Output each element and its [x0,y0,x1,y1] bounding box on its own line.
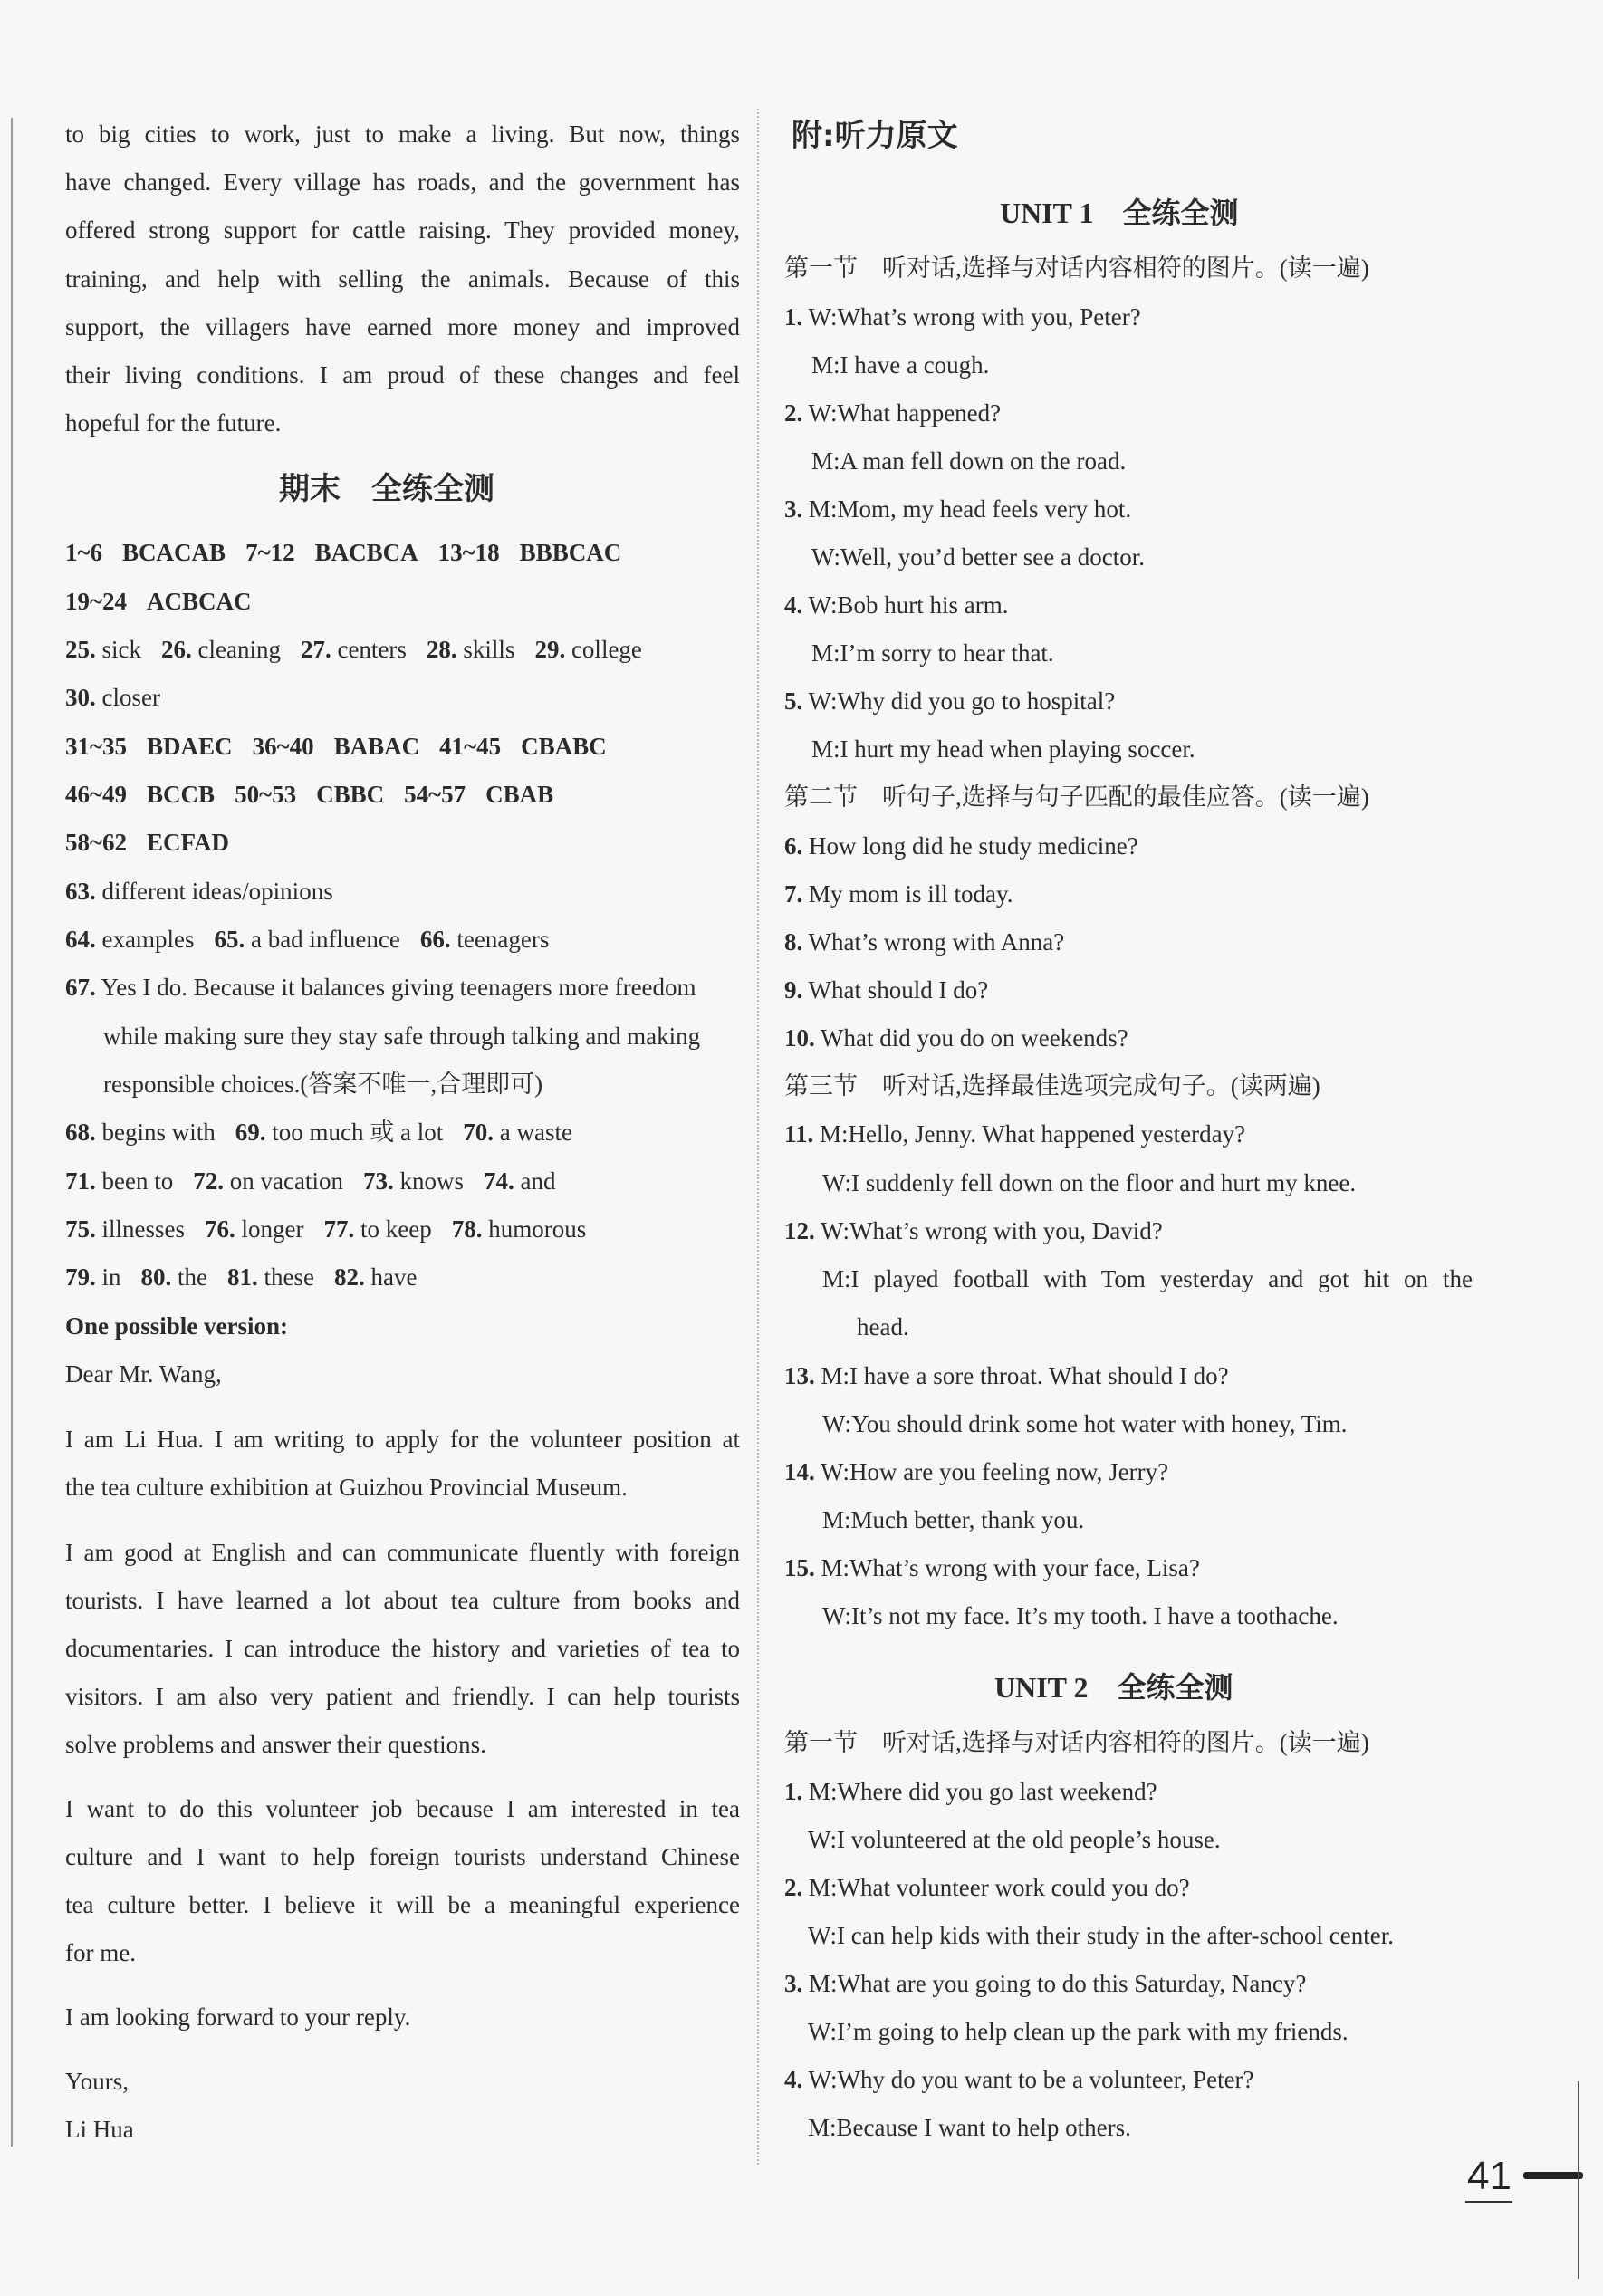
answer-row: 31~35 BDAEC 36~40 BABAC 41~45 CBABC [65,733,607,760]
dialogue-line: 3. M:Mom, my head feels very hot. [784,495,1132,523]
answer-row: 67. Yes I do. Because it balances giving teenagers more freedom [65,974,696,1001]
dialogue-line: W:Well, you’d better see a doctor. [811,543,1145,571]
dialogue-line: W:It’s not my face. It’s my tooth. I have a toothache. [822,1602,1339,1629]
answer-row: 1~6 BCACAB 7~12 BACBCA 13~18 BBBCAC [65,539,622,566]
answer-row: 58~62 ECFAD [65,829,230,856]
version-label: One possible version: [65,1312,289,1340]
dialogue-line: 15. M:What’s wrong with your face, Lisa? [784,1554,1200,1581]
answer-row: 75. illnesses 76. longer 77. to keep 78. humorous [65,1215,587,1243]
answer-row: 46~49 BCCB 50~53 CBBC 54~57 CBAB [65,781,554,808]
sentence-line: 6. How long did he study medicine? [784,832,1138,860]
sentence-line: 9. What should I do? [784,976,989,1004]
dialogue-line: W:I can help kids with their study in the after-school center. [808,1922,1395,1949]
answer-row: 25. sick 26. cleaning 27. centers 28. skills 29. college [65,636,642,663]
dialogue-line: 1. W:What’s wrong with you, Peter? [784,303,1141,331]
letter-line: solve problems and answer their questions. [65,1731,486,1758]
letter-line: I am looking forward to your reply. [65,2003,411,2031]
dialogue-line: 5. W:Why did you go to hospital? [784,687,1116,715]
section-heading: 第一节 听对话,选择与对话内容相符的图片。(读一遍) [784,255,1369,282]
page-number-bar [1523,2172,1583,2179]
essay-line: to big cities to work, just to make a living. But now, things [65,120,740,148]
dialogue-line: head. [857,1313,909,1340]
essay-line: have changed. Every village has roads, and the government has [65,168,740,196]
dialogue-line: 4. W:Why do you want to be a volunteer, Peter? [784,2066,1254,2093]
answer-row: 63. different ideas/opinions [65,878,333,905]
letter-line: I want to do this volunteer job because I am interested in tea [65,1795,740,1822]
answer-row: 71. been to 72. on vacation 73. knows 74. and [65,1167,556,1195]
dialogue-line: 12. W:What’s wrong with you, David? [784,1217,1163,1244]
essay-line: offered strong support for cattle raising. They provided money, [65,216,740,244]
dialogue-line: 3. M:What are you going to do this Saturday, Nancy? [784,1970,1307,1997]
dialogue-line: M:Because I want to help others. [808,2114,1131,2141]
letter-line: the tea culture exhibition at Guizhou Provincial Museum. [65,1474,628,1501]
dialogue-line: W:I volunteered at the old people’s house. [808,1826,1221,1853]
sentence-line: 7. My mom is ill today. [784,880,1013,908]
section-heading: 第二节 听句子,选择与句子匹配的最佳应答。(读一遍) [784,783,1369,811]
unit2-heading: UNIT 2 全练全测 [994,1671,1233,1704]
letter-line: culture and I want to help foreign tourists understand Chinese [65,1843,740,1870]
unit1-heading: UNIT 1 全练全测 [1000,197,1239,229]
dialogue-line: M:A man fell down on the road. [811,447,1127,475]
essay-line: their living conditions. I am proud of these changes and feel [65,361,740,389]
section-heading: 第三节 听对话,选择最佳选项完成句子。(读两遍) [784,1072,1320,1100]
letter-line: tourists. I have learned a lot about tea culture from books and [65,1587,740,1614]
final-exam-heading: 期末 全练全测 [279,471,494,507]
letter-line: documentaries. I can introduce the history and varieties of tea to [65,1635,740,1662]
answer-continuation: responsible choices.(答案不唯一,合理即可) [103,1071,543,1098]
answer-row: 64. examples 65. a bad influence 66. teenagers [65,926,550,953]
page-number-underline [1465,2201,1512,2203]
sentence-line: 8. What’s wrong with Anna? [784,928,1065,956]
left-margin-rule [11,118,13,2147]
page-edge-line [1578,2081,1579,2279]
dialogue-line: 4. W:Bob hurt his arm. [784,591,1009,619]
dialogue-line: M:I’m sorry to hear that. [811,639,1054,667]
letter-line: tea culture better. I believe it will be a meaningful experience [65,1891,740,1918]
appendix-title: 附:听力原文 [792,118,958,154]
answer-row: 30. closer [65,684,160,711]
answer-row: 19~24 ACBCAC [65,588,252,615]
essay-line: support, the villagers have earned more money and improved [65,313,740,341]
letter-line: I am Li Hua. I am writing to apply for the volunteer position at [65,1426,740,1453]
answer-row: 68. begins with 69. too much 或 a lot 70. a waste [65,1119,572,1146]
dialogue-line: M:I hurt my head when playing soccer. [811,735,1195,763]
dialogue-line: M:I have a cough. [811,351,990,379]
column-divider [757,109,759,2165]
dialogue-line: M:I played football with Tom yesterday and got hit on the [822,1265,1473,1292]
dialogue-line: 2. M:What volunteer work could you do? [784,1874,1190,1901]
dialogue-line: 13. M:I have a sore throat. What should I do? [784,1362,1229,1389]
letter-signature: Li Hua [65,2116,134,2143]
page-number: 41 [1467,2154,1512,2198]
answer-row: 79. in 80. the 81. these 82. have [65,1263,418,1291]
letter-closing: Yours, [65,2068,130,2095]
essay-line: training, and help with selling the animals. Because of this [65,265,740,293]
dialogue-line: M:Much better, thank you. [822,1506,1085,1533]
dialogue-line: 11. M:Hello, Jenny. What happened yesterday? [784,1120,1246,1148]
dialogue-line: W:You should drink some hot water with honey, Tim. [822,1410,1348,1437]
dialogue-line: 2. W:What happened? [784,399,1002,427]
sentence-line: 10. What did you do on weekends? [784,1024,1128,1052]
dialogue-line: 14. W:How are you feeling now, Jerry? [784,1458,1169,1485]
section-heading: 第一节 听对话,选择与对话内容相符的图片。(读一遍) [784,1729,1369,1756]
letter-line: I am good at English and can communicate fluently with foreign [65,1539,740,1566]
dialogue-line: W:I’m going to help clean up the park with my friends. [808,2018,1349,2045]
dialogue-line: 1. M:Where did you go last weekend? [784,1778,1157,1805]
letter-line: visitors. I am also very patient and friendly. I can help tourists [65,1683,740,1710]
dialogue-line: W:I suddenly fell down on the floor and hurt my knee. [822,1169,1357,1196]
essay-line: hopeful for the future. [65,409,282,437]
letter-greeting: Dear Mr. Wang, [65,1360,222,1388]
letter-line: for me. [65,1939,136,1966]
answer-continuation: while making sure they stay safe through talking and making [103,1023,701,1050]
